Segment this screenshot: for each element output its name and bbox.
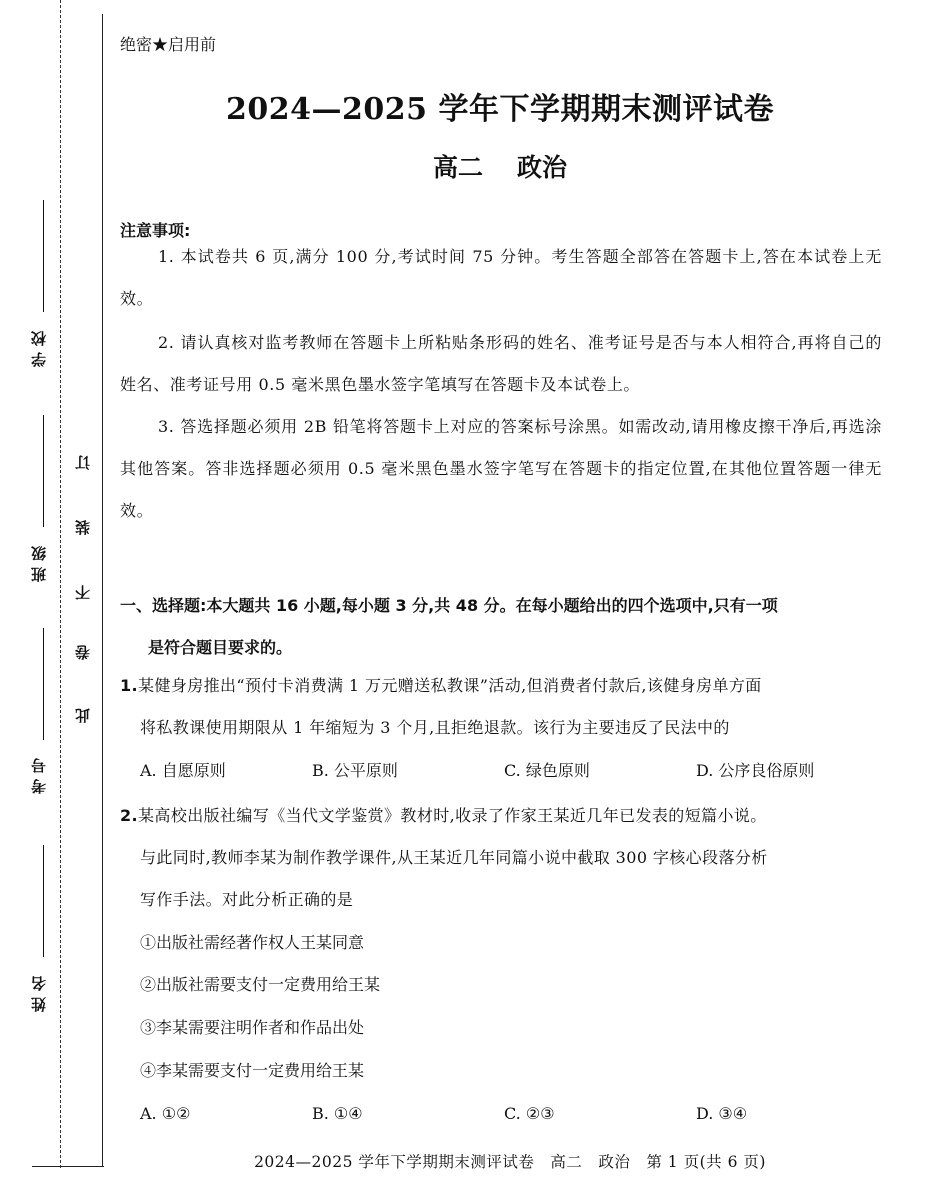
question-2 [120, 795, 886, 921]
section-heading-line2: 是符合题目要求的。 [148, 638, 293, 657]
notice-item-3: 3. 答选择题必须用 2B 铅笔将答题卡上对应的答案标号涂黑。如需改动,请用橡皮擦干净后,再选涂其他答案。答非选择题必须用 0.5 毫米黑色墨水签字笔写在答题卡的指定位置,在其他位置答题一律无效。 [120, 417, 882, 520]
exam-number-label: 考号 [30, 752, 48, 794]
page-footer: 2024—2025 学年下学期期末测评试卷 高二 政治 第 1 页(共 6 页) [254, 1153, 766, 1171]
binding-char: 卷 [74, 645, 92, 660]
class-line [43, 415, 44, 527]
option-a[interactable]: A. ①② [140, 1104, 191, 1123]
question-number: 1. [120, 676, 139, 695]
option-a[interactable]: A. 自愿原则 [140, 761, 226, 780]
binding-char: 装 [74, 520, 92, 535]
name-label: 姓名 [30, 970, 48, 1012]
statement-3: ③李某需要注明作者和作品出处 [140, 1018, 365, 1037]
binding-char: 此 [74, 708, 92, 723]
question-2-line2: 与此同时,教师李某为制作教学课件,从王某近几年同篇小说中截取 300 字核心段落分析 [140, 848, 768, 867]
section-heading-line1: 一、选择题:本大题共 16 小题,每小题 3 分,共 48 分。在每小题给出的四个选项中,只有一项 [120, 596, 778, 615]
margin-border [102, 14, 103, 1166]
subject-label: 政治 [517, 153, 568, 182]
school-line [43, 200, 44, 312]
school-label: 学校 [30, 325, 48, 367]
option-b[interactable]: B. ①④ [312, 1104, 363, 1123]
exam-subtitle [110, 148, 890, 184]
option-c[interactable]: C. ②③ [504, 1104, 555, 1123]
question-1-line2: 将私教课使用期限从 1 年缩短为 3 个月,且拒绝退款。该行为主要违反了民法中的 [140, 718, 730, 737]
option-d[interactable]: D. ③④ [696, 1104, 748, 1123]
question-1 [120, 665, 886, 749]
question-2-line3: 写作手法。对此分析正确的是 [140, 890, 354, 909]
exam-number-line [43, 628, 44, 740]
question-number: 2. [120, 806, 139, 825]
class-label: 班级 [30, 540, 48, 582]
grade-label: 高二 [432, 153, 483, 182]
option-b[interactable]: B. 公平原则 [312, 761, 398, 780]
notice-item-2: 2. 请认真核对监考教师在答题卡上所粘贴条形码的姓名、准考证号是否与本人相符合,再将自己的姓名、准考证号用 0.5 毫米黑色墨水签字笔填写在答题卡及本试卷上。 [120, 333, 882, 394]
confidential-mark: 绝密★启用前 [120, 35, 217, 54]
name-line [43, 845, 44, 957]
statement-2: ②出版社需要支付一定费用给王某 [140, 975, 381, 994]
question-2-options [140, 1093, 860, 1135]
binding-margin [0, 0, 110, 1189]
cut-line [60, 0, 61, 1168]
margin-bottom-rule [32, 1166, 104, 1167]
notice-item-1: 1. 本试卷共 6 页,满分 100 分,考试时间 75 分钟。考生答题全部答在答题卡上,答在本试卷上无效。 [120, 247, 882, 308]
section-heading [120, 585, 882, 669]
option-d[interactable]: D. 公序良俗原则 [696, 761, 815, 780]
statement-4: ④李某需要支付一定费用给王某 [140, 1061, 365, 1080]
binding-char: 不 [74, 585, 92, 600]
statement-1: ①出版社需经著作权人王某同意 [140, 933, 365, 952]
binding-char: 订 [74, 455, 92, 470]
exam-title: 2024—2025 学年下学期期末测评试卷 [226, 92, 774, 127]
notice-heading: 注意事项: [120, 221, 191, 240]
option-c[interactable]: C. 绿色原则 [504, 761, 590, 780]
question-1-line1: 某健身房推出“预付卡消费满 1 万元赠送私教课”活动,但消费者付款后,该健身房单方面 [138, 676, 762, 695]
question-2-line1: 某高校出版社编写《当代文学鉴赏》教材时,收录了作家王某近几年已发表的短篇小说。 [138, 806, 767, 825]
question-1-options [140, 750, 860, 792]
